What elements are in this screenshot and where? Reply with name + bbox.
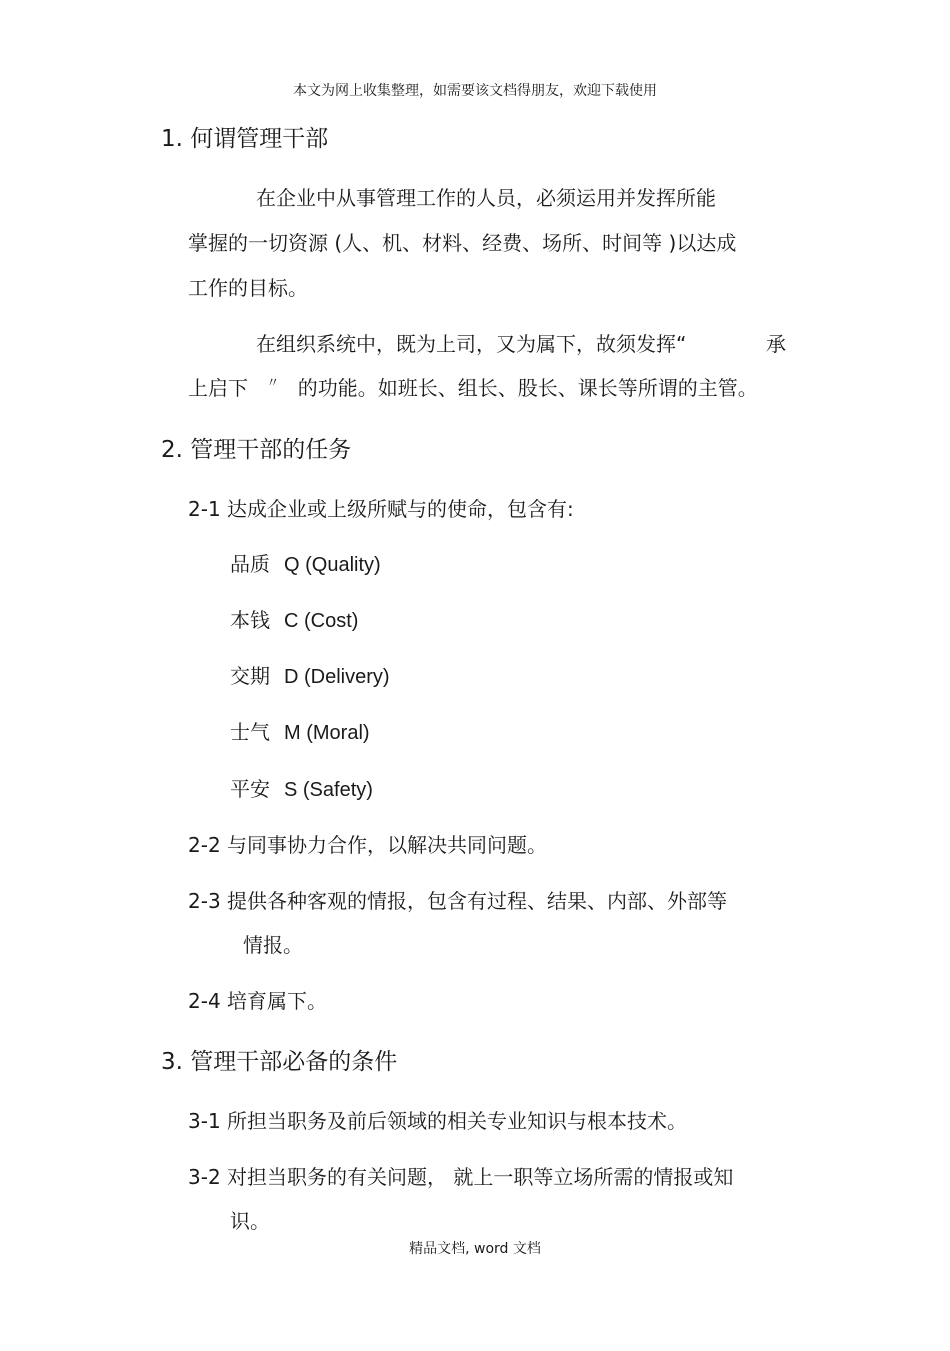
paragraph-2-line-1-text: 在组织系统中，既为上司，又为属下，故须发挥“ [256, 332, 687, 356]
mission-cost [230, 604, 358, 633]
mission-label: 平安 [230, 777, 270, 801]
section-3-title: 3. 管理干部必备的条件 [161, 1049, 398, 1075]
mission-delivery [230, 660, 390, 689]
mission-label: 品质 [230, 552, 270, 576]
mission-label: 本钱 [230, 608, 270, 632]
page-footer: 精品文档, word 文档 [409, 1241, 541, 1257]
quote-mark: 〃 [266, 376, 280, 392]
paragraph-2-line-1-end: 承 [766, 332, 786, 356]
mission-code: Q (Quality) [284, 554, 381, 576]
paragraph-2-line-2-start: 上启下 [188, 376, 248, 400]
mission-moral [230, 716, 370, 745]
mission-code: M (Moral) [284, 722, 370, 744]
mission-safety [230, 773, 373, 802]
item-2-1: 2-1 达成企业或上级所赋与的使命，包含有: [188, 497, 574, 521]
item-3-2-line-1: 3-2 对担当职务的有关问题， 就上一职等立场所需的情报或知 [188, 1165, 734, 1189]
paragraph-1-line-1: 在企业中从事管理工作的人员，必须运用并发挥所能 [256, 186, 716, 210]
paragraph-2-line-1 [256, 328, 786, 357]
mission-code: C (Cost) [284, 610, 359, 632]
section-1-title: 1. 何谓管理干部 [161, 126, 329, 152]
paragraph-1-line-3: 工作的目标。 [188, 276, 308, 300]
mission-label: 士气 [230, 720, 270, 744]
mission-quality [230, 548, 381, 577]
item-2-2: 2-2 与同事协力合作，以解决共同问题。 [188, 833, 548, 857]
page-header: 本文为网上收集整理，如需要该文档得朋友，欢迎下载使用 [293, 83, 657, 99]
mission-code: D (Delivery) [284, 666, 390, 688]
mission-label: 交期 [230, 664, 270, 688]
paragraph-2-line-2-rest: 的功能。如班长、组长、股长、课长等所谓的主管。 [297, 376, 758, 400]
paragraph-1-line-2: 掌握的一切资源 (人、机、材料、经费、场所、时间等 )以达成 [188, 231, 737, 255]
mission-code: S (Safety) [284, 779, 373, 801]
item-2-3-line-1: 2-3 提供各种客观的情报，包含有过程、结果、内部、外部等 [188, 889, 728, 913]
section-2-title: 2. 管理干部的任务 [161, 437, 352, 463]
item-2-4: 2-4 培育属下。 [188, 989, 328, 1013]
paragraph-2-line-2 [188, 372, 758, 401]
item-3-2-line-2: 识。 [230, 1209, 270, 1233]
item-2-3-line-2: 情报。 [243, 933, 303, 957]
item-3-1: 3-1 所担当职务及前后领域的相关专业知识与根本技术。 [188, 1109, 688, 1133]
